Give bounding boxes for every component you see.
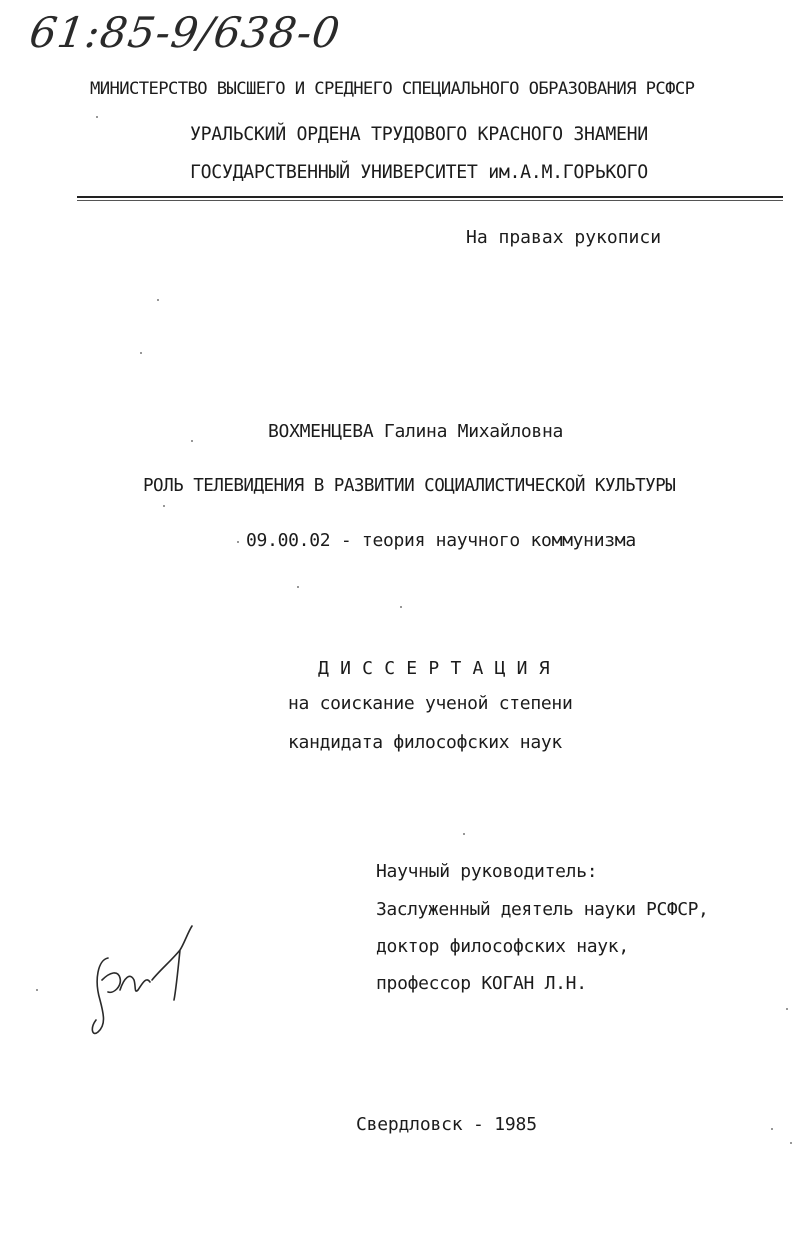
supervisor-title: Заслуженный деятель науки РСФСР, (376, 899, 709, 920)
dissertation-heading: Д И С С Е Р Т А Ц И Я (318, 658, 550, 679)
scan-speck (36, 989, 38, 991)
dissertation-title: РОЛЬ ТЕЛЕВИДЕНИЯ В РАЗВИТИИ СОЦИАЛИСТИЧЕСКОЙ КУЛЬТУРЫ (143, 476, 676, 496)
header-divider-bottom (77, 200, 783, 201)
ministry-header: МИНИСТЕРСТВО ВЫСШЕГО И СРЕДНЕГО СПЕЦИАЛЬНОГО ОБРАЗОВАНИЯ РСФСР (90, 79, 695, 99)
archive-code: 61:85-9/638-0 (26, 8, 344, 57)
author-name: ВОХМЕНЦЕВА Галина Михайловна (268, 421, 564, 442)
scan-speck (297, 586, 299, 588)
scan-speck (400, 606, 402, 608)
university-line-2: ГОСУДАРСТВЕННЫЙ УНИВЕРСИТЕТ им.А.М.ГОРЬКОГО (190, 162, 648, 183)
header-divider-top (77, 196, 783, 198)
specialty-code: 09.00.02 - теория научного коммунизма (246, 530, 636, 551)
scan-speck (790, 1142, 792, 1144)
scan-speck (157, 299, 159, 301)
scan-speck (191, 440, 193, 442)
university-line-1: УРАЛЬСКИЙ ОРДЕНА ТРУДОВОГО КРАСНОГО ЗНАМЕНИ (190, 124, 648, 145)
degree-line-1: на соискание ученой степени (288, 693, 573, 714)
scan-speck (96, 116, 98, 118)
supervisor-name: профессор КОГАН Л.Н. (376, 973, 587, 994)
signature (80, 920, 210, 1050)
scan-speck (237, 541, 239, 543)
scan-speck (463, 833, 465, 835)
supervisor-label: Научный руководитель: (376, 861, 598, 882)
scan-speck (771, 1128, 773, 1130)
supervisor-degree: доктор философских наук, (376, 936, 629, 957)
manuscript-note: На правах рукописи (466, 227, 662, 248)
scan-speck (163, 505, 165, 507)
place-year: Свердловск - 1985 (356, 1114, 537, 1135)
degree-line-2: кандидата философских наук (288, 732, 562, 753)
scan-speck (140, 352, 142, 354)
scan-speck (786, 1008, 788, 1010)
